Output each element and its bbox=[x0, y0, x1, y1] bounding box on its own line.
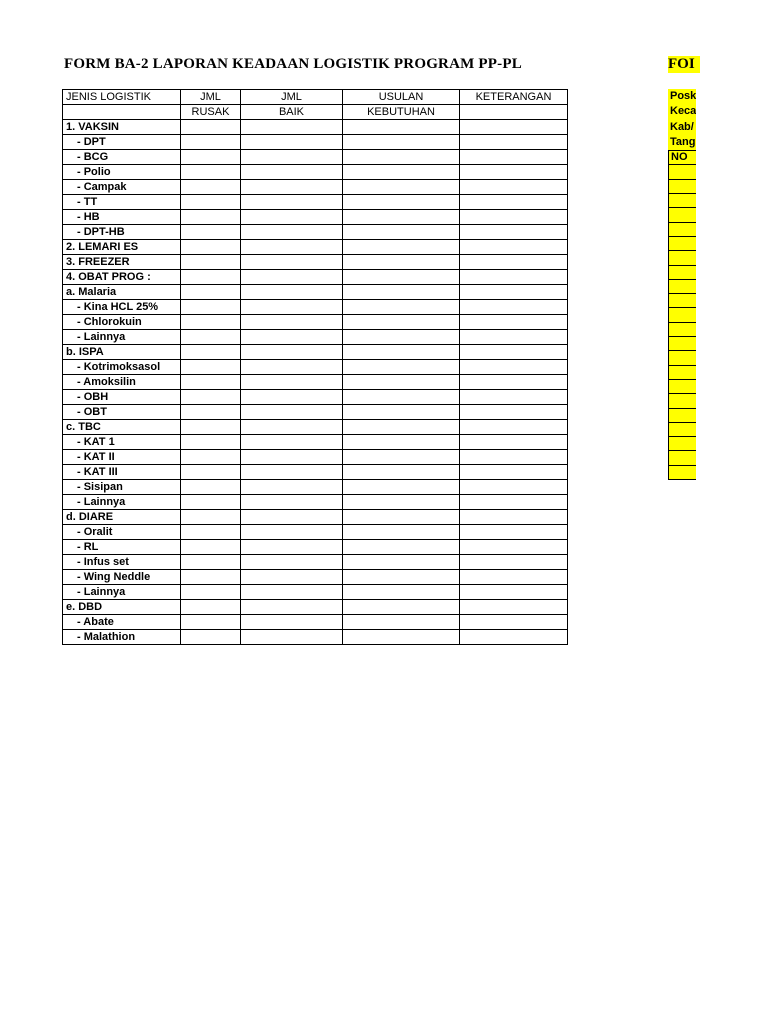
right-form-cell[interactable] bbox=[668, 207, 696, 222]
jml-rusak-cell[interactable] bbox=[181, 210, 241, 225]
row-label: - Wing Neddle bbox=[63, 570, 181, 585]
keterangan-cell[interactable] bbox=[460, 615, 568, 630]
row-label: d. DIARE bbox=[63, 510, 181, 525]
table-row bbox=[63, 210, 568, 225]
jml-baik-cell[interactable] bbox=[241, 150, 343, 165]
right-form-cell[interactable] bbox=[668, 293, 696, 308]
jml-baik-cell[interactable] bbox=[241, 210, 343, 225]
usulan-kebutuhan-cell[interactable] bbox=[343, 600, 460, 615]
jml-baik-cell[interactable] bbox=[241, 525, 343, 540]
form-title: FORM BA-2 LAPORAN KEADAAN LOGISTIK PROGRAM PP-PL bbox=[64, 56, 522, 72]
table-row bbox=[63, 285, 568, 300]
right-form-cell[interactable] bbox=[668, 450, 696, 465]
row-label: c. TBC bbox=[63, 420, 181, 435]
keterangan-cell[interactable] bbox=[460, 300, 568, 315]
row-label: - RL bbox=[63, 540, 181, 555]
usulan-kebutuhan-cell[interactable] bbox=[343, 135, 460, 150]
row-label: b. ISPA bbox=[63, 345, 181, 360]
jml-rusak-cell[interactable] bbox=[181, 195, 241, 210]
row-label: - Chlorokuin bbox=[63, 315, 181, 330]
row-label: 4. OBAT PROG : bbox=[63, 270, 181, 285]
usulan-kebutuhan-cell[interactable] bbox=[343, 330, 460, 345]
right-form-cell[interactable] bbox=[668, 279, 696, 294]
usulan-kebutuhan-cell[interactable] bbox=[343, 165, 460, 180]
jml-baik-cell[interactable] bbox=[241, 615, 343, 630]
right-form-cell[interactable] bbox=[668, 379, 696, 394]
usulan-kebutuhan-cell[interactable] bbox=[343, 540, 460, 555]
jml-baik-cell[interactable] bbox=[241, 480, 343, 495]
jml-rusak-cell[interactable] bbox=[181, 390, 241, 405]
header-baik: BAIK bbox=[241, 105, 343, 120]
row-label: 2. LEMARI ES bbox=[63, 240, 181, 255]
jml-baik-cell[interactable] bbox=[241, 570, 343, 585]
usulan-kebutuhan-cell[interactable] bbox=[343, 435, 460, 450]
jml-baik-cell[interactable] bbox=[241, 285, 343, 300]
usulan-kebutuhan-cell[interactable] bbox=[343, 465, 460, 480]
row-label: - Polio bbox=[63, 165, 181, 180]
table-row bbox=[63, 120, 568, 135]
table-row bbox=[63, 525, 568, 540]
usulan-kebutuhan-cell[interactable] bbox=[343, 405, 460, 420]
keterangan-cell[interactable] bbox=[460, 240, 568, 255]
right-form-cell[interactable] bbox=[668, 222, 696, 237]
row-label: - BCG bbox=[63, 150, 181, 165]
jml-baik-cell[interactable] bbox=[241, 120, 343, 135]
jml-rusak-cell[interactable] bbox=[181, 120, 241, 135]
row-label: - HB bbox=[63, 210, 181, 225]
header-rusak: RUSAK bbox=[181, 105, 241, 120]
table-row bbox=[63, 315, 568, 330]
usulan-kebutuhan-cell[interactable] bbox=[343, 450, 460, 465]
jml-baik-cell[interactable] bbox=[241, 255, 343, 270]
right-form-cell[interactable] bbox=[668, 179, 696, 194]
row-label: - Campak bbox=[63, 180, 181, 195]
usulan-kebutuhan-cell[interactable] bbox=[343, 375, 460, 390]
table-row bbox=[63, 570, 568, 585]
usulan-kebutuhan-cell[interactable] bbox=[343, 585, 460, 600]
keterangan-cell[interactable] bbox=[460, 390, 568, 405]
jml-baik-cell[interactable] bbox=[241, 375, 343, 390]
keterangan-cell[interactable] bbox=[460, 345, 568, 360]
keterangan-cell[interactable] bbox=[460, 165, 568, 180]
usulan-kebutuhan-cell[interactable] bbox=[343, 615, 460, 630]
jml-baik-cell[interactable] bbox=[241, 450, 343, 465]
table-row bbox=[63, 375, 568, 390]
keterangan-cell[interactable] bbox=[460, 195, 568, 210]
table-row bbox=[63, 555, 568, 570]
usulan-kebutuhan-cell[interactable] bbox=[343, 150, 460, 165]
header-usulan: USULAN bbox=[343, 90, 460, 105]
keterangan-cell[interactable] bbox=[460, 330, 568, 345]
right-form-cell[interactable] bbox=[668, 350, 696, 365]
jml-baik-cell[interactable] bbox=[241, 345, 343, 360]
table-row bbox=[63, 180, 568, 195]
right-form-cell[interactable] bbox=[668, 422, 696, 437]
table-row bbox=[63, 165, 568, 180]
jml-baik-cell[interactable] bbox=[241, 390, 343, 405]
table-row bbox=[63, 480, 568, 495]
table-row bbox=[63, 585, 568, 600]
table-row bbox=[63, 135, 568, 150]
jml-rusak-cell[interactable] bbox=[181, 405, 241, 420]
keterangan-cell[interactable] bbox=[460, 120, 568, 135]
keterangan-cell[interactable] bbox=[460, 225, 568, 240]
jml-rusak-cell[interactable] bbox=[181, 165, 241, 180]
keterangan-cell[interactable] bbox=[460, 150, 568, 165]
jml-baik-cell[interactable] bbox=[241, 465, 343, 480]
keterangan-cell[interactable] bbox=[460, 450, 568, 465]
row-label: - Kina HCL 25% bbox=[63, 300, 181, 315]
jml-rusak-cell[interactable] bbox=[181, 435, 241, 450]
table-row bbox=[63, 360, 568, 375]
usulan-kebutuhan-cell[interactable] bbox=[343, 630, 460, 645]
row-label: 1. VAKSIN bbox=[63, 120, 181, 135]
jml-rusak-cell[interactable] bbox=[181, 375, 241, 390]
right-form-cell[interactable] bbox=[668, 336, 696, 351]
row-label: - Sisipan bbox=[63, 480, 181, 495]
jml-rusak-cell[interactable] bbox=[181, 510, 241, 525]
row-label: - Lainnya bbox=[63, 495, 181, 510]
jml-rusak-cell[interactable] bbox=[181, 150, 241, 165]
keterangan-cell[interactable] bbox=[460, 600, 568, 615]
usulan-kebutuhan-cell[interactable] bbox=[343, 570, 460, 585]
row-label: - Malathion bbox=[63, 630, 181, 645]
row-label: - OBT bbox=[63, 405, 181, 420]
table-row bbox=[63, 150, 568, 165]
table-row bbox=[63, 195, 568, 210]
jml-baik-cell[interactable] bbox=[241, 405, 343, 420]
table-row bbox=[63, 225, 568, 240]
table-row bbox=[63, 420, 568, 435]
table-row bbox=[63, 495, 568, 510]
usulan-kebutuhan-cell[interactable] bbox=[343, 300, 460, 315]
keterangan-cell[interactable] bbox=[460, 375, 568, 390]
table-header-row-1 bbox=[63, 90, 568, 105]
row-label: - DPT-HB bbox=[63, 225, 181, 240]
jml-rusak-cell[interactable] bbox=[181, 600, 241, 615]
right-label-tanggal: Tang bbox=[668, 135, 696, 150]
keterangan-cell[interactable] bbox=[460, 495, 568, 510]
table-row bbox=[63, 450, 568, 465]
header-jml-1: JML bbox=[181, 90, 241, 105]
jml-rusak-cell[interactable] bbox=[181, 255, 241, 270]
usulan-kebutuhan-cell[interactable] bbox=[343, 360, 460, 375]
right-form-cell[interactable] bbox=[668, 164, 696, 179]
jml-baik-cell[interactable] bbox=[241, 135, 343, 150]
row-label: - KAT II bbox=[63, 450, 181, 465]
usulan-kebutuhan-cell[interactable] bbox=[343, 420, 460, 435]
keterangan-cell[interactable] bbox=[460, 465, 568, 480]
jml-baik-cell[interactable] bbox=[241, 165, 343, 180]
jml-rusak-cell[interactable] bbox=[181, 225, 241, 240]
usulan-kebutuhan-cell[interactable] bbox=[343, 345, 460, 360]
jml-baik-cell[interactable] bbox=[241, 180, 343, 195]
jml-baik-cell[interactable] bbox=[241, 630, 343, 645]
usulan-kebutuhan-cell[interactable] bbox=[343, 210, 460, 225]
row-label: e. DBD bbox=[63, 600, 181, 615]
right-header-no: NO bbox=[668, 150, 696, 165]
table-header-row-2 bbox=[63, 105, 568, 120]
keterangan-cell[interactable] bbox=[460, 360, 568, 375]
jml-baik-cell[interactable] bbox=[241, 555, 343, 570]
keterangan-cell[interactable] bbox=[460, 285, 568, 300]
right-form-cell[interactable] bbox=[668, 236, 696, 251]
table-row bbox=[63, 345, 568, 360]
table-row bbox=[63, 615, 568, 630]
jml-rusak-cell[interactable] bbox=[181, 270, 241, 285]
table-row bbox=[63, 600, 568, 615]
table-row bbox=[63, 255, 568, 270]
right-label-kecamatan: Keca bbox=[668, 104, 696, 119]
keterangan-cell[interactable] bbox=[460, 270, 568, 285]
jml-rusak-cell[interactable] bbox=[181, 585, 241, 600]
header-blank bbox=[63, 105, 181, 120]
usulan-kebutuhan-cell[interactable] bbox=[343, 495, 460, 510]
jml-baik-cell[interactable] bbox=[241, 300, 343, 315]
keterangan-cell[interactable] bbox=[460, 135, 568, 150]
right-form-cell[interactable] bbox=[668, 265, 696, 280]
keterangan-cell[interactable] bbox=[460, 315, 568, 330]
jml-baik-cell[interactable] bbox=[241, 510, 343, 525]
keterangan-cell[interactable] bbox=[460, 405, 568, 420]
usulan-kebutuhan-cell[interactable] bbox=[343, 195, 460, 210]
jml-baik-cell[interactable] bbox=[241, 435, 343, 450]
jml-rusak-cell[interactable] bbox=[181, 570, 241, 585]
row-label: - Lainnya bbox=[63, 330, 181, 345]
row-label: - Kotrimoksasol bbox=[63, 360, 181, 375]
table-row bbox=[63, 240, 568, 255]
keterangan-cell[interactable] bbox=[460, 510, 568, 525]
row-label: - TT bbox=[63, 195, 181, 210]
table-row bbox=[63, 390, 568, 405]
right-form-cell[interactable] bbox=[668, 465, 696, 480]
usulan-kebutuhan-cell[interactable] bbox=[343, 480, 460, 495]
keterangan-cell[interactable] bbox=[460, 210, 568, 225]
header-kebutuhan: KEBUTUHAN bbox=[343, 105, 460, 120]
right-form-cell[interactable] bbox=[668, 250, 696, 265]
table-row bbox=[63, 300, 568, 315]
jml-baik-cell[interactable] bbox=[241, 495, 343, 510]
usulan-kebutuhan-cell[interactable] bbox=[343, 555, 460, 570]
right-label-kabupaten: Kab/ bbox=[668, 120, 696, 135]
usulan-kebutuhan-cell[interactable] bbox=[343, 525, 460, 540]
right-label-poskes: Posk bbox=[668, 89, 696, 104]
row-label: a. Malaria bbox=[63, 285, 181, 300]
right-form-title: FOI bbox=[668, 56, 700, 73]
usulan-kebutuhan-cell[interactable] bbox=[343, 315, 460, 330]
right-form-cell[interactable] bbox=[668, 193, 696, 208]
usulan-kebutuhan-cell[interactable] bbox=[343, 120, 460, 135]
right-form-cell[interactable] bbox=[668, 393, 696, 408]
jml-rusak-cell[interactable] bbox=[181, 465, 241, 480]
usulan-kebutuhan-cell[interactable] bbox=[343, 225, 460, 240]
header-jml-2: JML bbox=[241, 90, 343, 105]
usulan-kebutuhan-cell[interactable] bbox=[343, 390, 460, 405]
header-jenis-logistik: JENIS LOGISTIK bbox=[63, 90, 181, 105]
table-row bbox=[63, 510, 568, 525]
jml-rusak-cell[interactable] bbox=[181, 615, 241, 630]
jml-rusak-cell[interactable] bbox=[181, 495, 241, 510]
table-row bbox=[63, 405, 568, 420]
jml-rusak-cell[interactable] bbox=[181, 480, 241, 495]
header-keterangan-blank bbox=[460, 105, 568, 120]
jml-baik-cell[interactable] bbox=[241, 240, 343, 255]
jml-rusak-cell[interactable] bbox=[181, 315, 241, 330]
jml-rusak-cell[interactable] bbox=[181, 630, 241, 645]
jml-baik-cell[interactable] bbox=[241, 585, 343, 600]
jml-rusak-cell[interactable] bbox=[181, 285, 241, 300]
jml-rusak-cell[interactable] bbox=[181, 450, 241, 465]
jml-baik-cell[interactable] bbox=[241, 225, 343, 240]
keterangan-cell[interactable] bbox=[460, 585, 568, 600]
keterangan-cell[interactable] bbox=[460, 570, 568, 585]
keterangan-cell[interactable] bbox=[460, 540, 568, 555]
jml-rusak-cell[interactable] bbox=[181, 420, 241, 435]
keterangan-cell[interactable] bbox=[460, 525, 568, 540]
table-row bbox=[63, 540, 568, 555]
usulan-kebutuhan-cell[interactable] bbox=[343, 270, 460, 285]
jml-baik-cell[interactable] bbox=[241, 330, 343, 345]
usulan-kebutuhan-cell[interactable] bbox=[343, 285, 460, 300]
jml-rusak-cell[interactable] bbox=[181, 300, 241, 315]
row-label: - Amoksilin bbox=[63, 375, 181, 390]
right-form-cell[interactable] bbox=[668, 322, 696, 337]
jml-rusak-cell[interactable] bbox=[181, 540, 241, 555]
table-row bbox=[63, 465, 568, 480]
jml-rusak-cell[interactable] bbox=[181, 330, 241, 345]
table-row bbox=[63, 270, 568, 285]
right-form-cell[interactable] bbox=[668, 436, 696, 451]
row-label: 3. FREEZER bbox=[63, 255, 181, 270]
jml-baik-cell[interactable] bbox=[241, 600, 343, 615]
jml-rusak-cell[interactable] bbox=[181, 360, 241, 375]
keterangan-cell[interactable] bbox=[460, 630, 568, 645]
table-row bbox=[63, 330, 568, 345]
jml-baik-cell[interactable] bbox=[241, 315, 343, 330]
table-row bbox=[63, 630, 568, 645]
keterangan-cell[interactable] bbox=[460, 555, 568, 570]
keterangan-cell[interactable] bbox=[460, 255, 568, 270]
row-label: - Abate bbox=[63, 615, 181, 630]
right-form-cell[interactable] bbox=[668, 408, 696, 423]
right-form-cell[interactable] bbox=[668, 307, 696, 322]
jml-rusak-cell[interactable] bbox=[181, 240, 241, 255]
jml-rusak-cell[interactable] bbox=[181, 135, 241, 150]
jml-rusak-cell[interactable] bbox=[181, 555, 241, 570]
right-form-cell[interactable] bbox=[668, 365, 696, 380]
logistics-table bbox=[62, 89, 568, 645]
usulan-kebutuhan-cell[interactable] bbox=[343, 510, 460, 525]
jml-baik-cell[interactable] bbox=[241, 270, 343, 285]
jml-baik-cell[interactable] bbox=[241, 195, 343, 210]
row-label: - Oralit bbox=[63, 525, 181, 540]
row-label: - DPT bbox=[63, 135, 181, 150]
keterangan-cell[interactable] bbox=[460, 180, 568, 195]
row-label: - Lainnya bbox=[63, 585, 181, 600]
usulan-kebutuhan-cell[interactable] bbox=[343, 255, 460, 270]
keterangan-cell[interactable] bbox=[460, 420, 568, 435]
usulan-kebutuhan-cell[interactable] bbox=[343, 240, 460, 255]
right-form-block bbox=[668, 89, 696, 480]
header-keterangan: KETERANGAN bbox=[460, 90, 568, 105]
table-row bbox=[63, 435, 568, 450]
row-label: - Infus set bbox=[63, 555, 181, 570]
row-label: - KAT 1 bbox=[63, 435, 181, 450]
jml-rusak-cell[interactable] bbox=[181, 180, 241, 195]
row-label: - KAT III bbox=[63, 465, 181, 480]
usulan-kebutuhan-cell[interactable] bbox=[343, 180, 460, 195]
jml-baik-cell[interactable] bbox=[241, 540, 343, 555]
jml-baik-cell[interactable] bbox=[241, 420, 343, 435]
jml-baik-cell[interactable] bbox=[241, 360, 343, 375]
row-label: - OBH bbox=[63, 390, 181, 405]
jml-rusak-cell[interactable] bbox=[181, 345, 241, 360]
jml-rusak-cell[interactable] bbox=[181, 525, 241, 540]
keterangan-cell[interactable] bbox=[460, 435, 568, 450]
keterangan-cell[interactable] bbox=[460, 480, 568, 495]
